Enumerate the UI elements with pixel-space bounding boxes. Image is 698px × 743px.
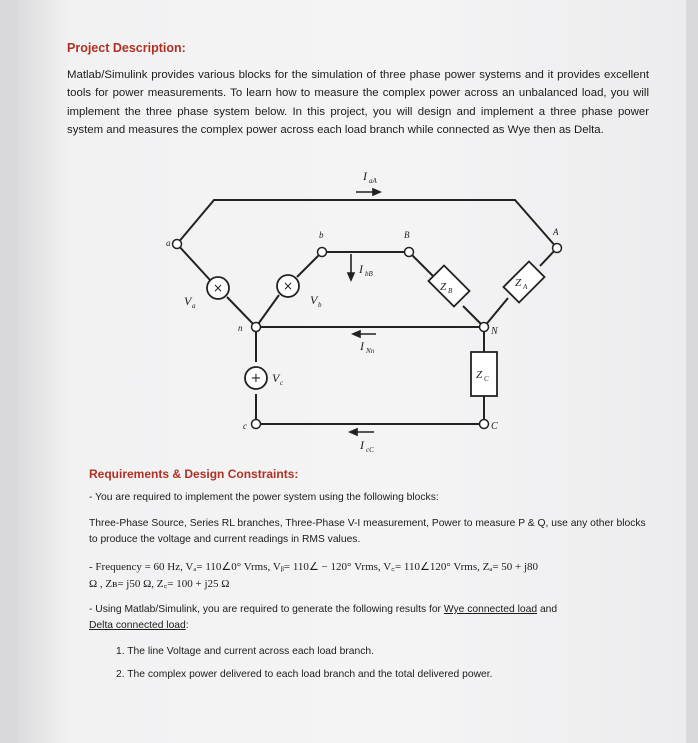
label-I-sub: Nn — [366, 347, 375, 355]
project-description: Matlab/Simulink provides various blocks for the simulation of three phase power systems and it provides excellent tools for power measurements. To learn how to measure the complex power across an unbalanced load, you will implement the three phase system below. In this project, you will design and implement a three phase power system and measures the complex power across each load branch while connected as Wye then as Delta. — [67, 69, 649, 137]
impedance-ZA-box — [503, 261, 544, 302]
requirements-title: Requirements & Design Constraints: — [89, 467, 299, 481]
wire-ZA-to-N — [484, 298, 508, 327]
label-node-n: n — [238, 323, 243, 333]
label-V-sub: c — [280, 379, 284, 387]
requirements-using — [89, 602, 649, 634]
label-node-B: B — [404, 230, 410, 240]
label-I: I — [360, 438, 364, 452]
using-colon: : — [185, 620, 189, 631]
label-V: V — [310, 293, 318, 307]
requirements-params-line1: - Frequency = 60 Hz, Vₐ= 110∠0° Vrms, Vᵦ= 110∠ − 120° Vrms, V꜀= 110∠120° Vrms, Zₐ= 50 + j80 — [89, 561, 539, 573]
label-Z: Z — [515, 277, 522, 289]
label-Z: Z — [476, 369, 483, 381]
label-I-sub: cC — [366, 446, 374, 454]
label-I: I — [359, 262, 363, 276]
requirements-params-line2: Ω , Zʙ= j50 Ω, Z꜀= 100 + j25 Ω — [89, 578, 230, 590]
wire-a-source — [177, 244, 210, 280]
wire-a-to-A — [177, 200, 557, 248]
label-node-A: A — [553, 227, 559, 237]
wire-Vb-to-n — [256, 295, 279, 327]
circuit-wires — [177, 200, 557, 424]
node-C — [480, 420, 489, 429]
label-V: V — [272, 371, 280, 385]
label-I-sub: bB — [365, 270, 373, 278]
node-c — [252, 420, 261, 429]
impedance-ZC-box — [471, 352, 497, 396]
node-n — [252, 323, 261, 332]
label-Z: Z — [440, 281, 447, 293]
label-node-a: a — [166, 238, 171, 248]
delta-connected-load: Delta connected load — [89, 620, 186, 631]
label-Z-sub: C — [484, 375, 489, 383]
label-I: I — [363, 169, 367, 183]
source-a-x-icon: × — [212, 281, 224, 295]
source-b-x-icon: × — [282, 279, 294, 293]
label-I-sub: aA — [369, 177, 377, 185]
impedance-ZB-box — [428, 265, 469, 306]
label-node-c: c — [243, 421, 247, 431]
wye-connected-load: Wye connected load — [443, 604, 538, 615]
label-I: I — [360, 339, 364, 353]
section-title: Project Description: — [67, 41, 186, 55]
source-c-plus-icon: + — [250, 371, 262, 386]
node-A — [553, 244, 562, 253]
label-V: V — [184, 294, 192, 308]
label-Z-sub: A — [523, 283, 528, 291]
wire-b-to-Vb — [297, 252, 322, 277]
requirement-item-1: 1. The line Voltage and current across each load branch. — [116, 646, 374, 657]
label-Z-sub: B — [448, 287, 453, 295]
node-N — [480, 323, 489, 332]
node-a — [173, 240, 182, 249]
requirements-intro: - You are required to implement the power system using the following blocks: — [89, 492, 439, 503]
label-node-N: N — [491, 326, 498, 337]
node-B — [405, 248, 414, 257]
label-node-C: C — [491, 421, 498, 432]
using-and: and — [537, 604, 558, 615]
label-V-sub: b — [318, 301, 322, 309]
requirement-item-2: 2. The complex power delivered to each load branch and the total delivered power. — [116, 669, 493, 680]
label-node-b: b — [319, 230, 324, 240]
node-b — [318, 248, 327, 257]
requirements-blocks: Three-Phase Source, Series RL branches, Three-Phase V-I measurement, Power to measure P & Q, use any other blocks to produce the voltage and current readings in RMS values. — [89, 518, 646, 545]
label-V-sub: a — [192, 302, 196, 310]
using-prefix: - Using Matlab/Simulink, you are required to generate the following results for — [89, 604, 444, 615]
